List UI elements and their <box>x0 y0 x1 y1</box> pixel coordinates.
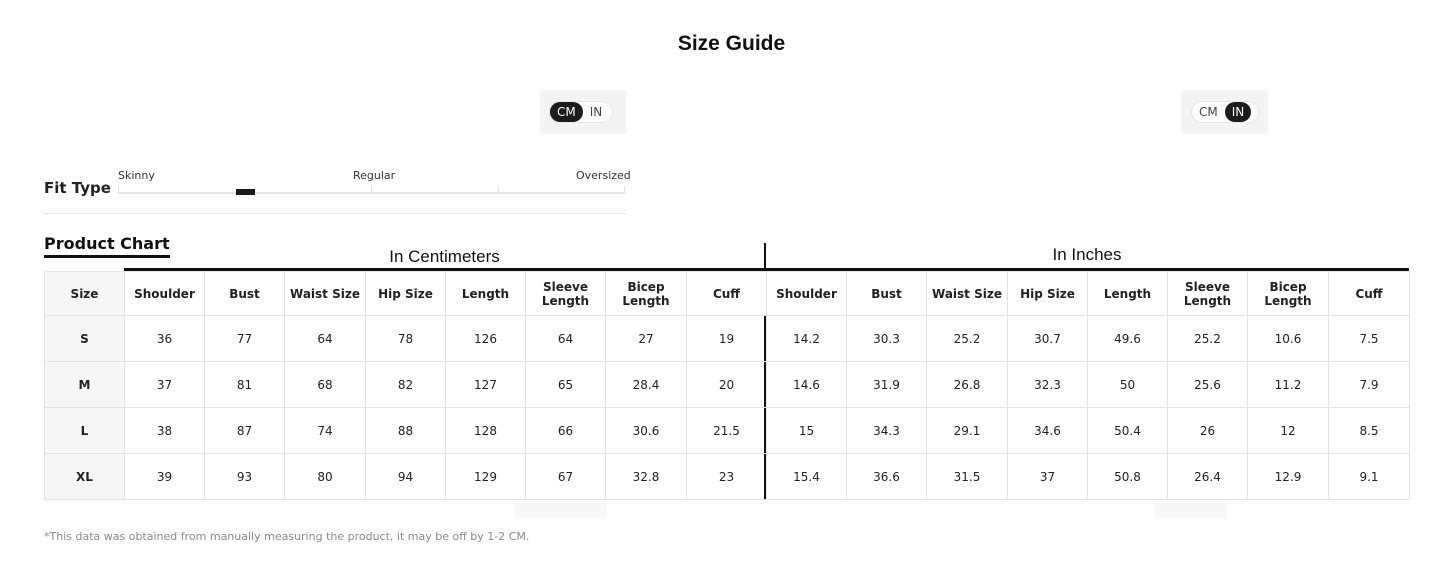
table-cell: 82 <box>366 362 446 408</box>
table-cell: 34.6 <box>1008 408 1088 454</box>
column-header: Length <box>1088 272 1168 316</box>
table-cell: 64 <box>526 316 606 362</box>
table-row <box>45 454 1410 500</box>
table-cell: 31.9 <box>847 362 927 408</box>
fit-option-skinny: Skinny <box>118 169 155 182</box>
column-header: Waist Size <box>285 272 366 316</box>
table-cell: 20 <box>687 362 767 408</box>
column-header: Shoulder <box>125 272 205 316</box>
unit-cm-button[interactable]: CM <box>1199 105 1218 119</box>
size-label-cell: L <box>45 408 125 454</box>
unit-in-button[interactable]: IN <box>1225 102 1252 122</box>
divider <box>44 213 626 214</box>
table-cell: 78 <box>366 316 446 362</box>
column-header: Bust <box>847 272 927 316</box>
table-cell: 19 <box>687 316 767 362</box>
table-row <box>45 316 1410 362</box>
table-cell: 81 <box>205 362 285 408</box>
table-cell: 65 <box>526 362 606 408</box>
table-cell: 7.5 <box>1329 316 1410 362</box>
unit-cm-button[interactable]: CM <box>550 102 583 122</box>
fit-scale-marker <box>236 189 255 195</box>
table-cell: 21.5 <box>687 408 767 454</box>
column-header: Bust <box>205 272 285 316</box>
unit-in-button[interactable]: IN <box>589 105 603 119</box>
table-cell: 26.4 <box>1168 454 1248 500</box>
table-cell: 7.9 <box>1329 362 1410 408</box>
fit-option-regular: Regular <box>353 169 396 182</box>
table-cell: 64 <box>285 316 366 362</box>
table-cell: 50 <box>1088 362 1168 408</box>
table-cell: 12.9 <box>1248 454 1329 500</box>
column-header: Waist Size <box>927 272 1008 316</box>
table-row <box>45 408 1410 454</box>
table-cell: 8.5 <box>1329 408 1410 454</box>
table-cell: 94 <box>366 454 446 500</box>
column-header: Sleeve Length <box>526 272 606 316</box>
column-header: Cuff <box>1329 272 1410 316</box>
table-cell: 26 <box>1168 408 1248 454</box>
fit-scale-tick <box>118 186 119 194</box>
table-header-row <box>45 272 1410 316</box>
table-cell: 14.6 <box>767 362 847 408</box>
table-cell: 38 <box>125 408 205 454</box>
table-cell: 93 <box>205 454 285 500</box>
table-cell: 36.6 <box>847 454 927 500</box>
table-cell: 25.2 <box>1168 316 1248 362</box>
table-cell: 9.1 <box>1329 454 1410 500</box>
column-header: Hip Size <box>1008 272 1088 316</box>
table-cell: 37 <box>1008 454 1088 500</box>
size-label-cell: XL <box>45 454 125 500</box>
table-cell: 129 <box>446 454 526 500</box>
table-cell: 34.3 <box>847 408 927 454</box>
table-cell: 126 <box>446 316 526 362</box>
column-header: Cuff <box>687 272 767 316</box>
table-cell: 27 <box>606 316 687 362</box>
decorative-shade <box>1155 503 1227 519</box>
column-header: Length <box>446 272 526 316</box>
table-cell: 67 <box>526 454 606 500</box>
table-cell: 31.5 <box>927 454 1008 500</box>
table-row <box>45 362 1410 408</box>
table-cell: 23 <box>687 454 767 500</box>
table-cell: 26.8 <box>927 362 1008 408</box>
table-cell: 30.3 <box>847 316 927 362</box>
table-cell: 28.4 <box>606 362 687 408</box>
table-cell: 25.2 <box>927 316 1008 362</box>
table-cell: 49.6 <box>1088 316 1168 362</box>
product-chart-heading: Product Chart <box>44 234 170 258</box>
table-cell: 88 <box>366 408 446 454</box>
table-cell: 30.7 <box>1008 316 1088 362</box>
table-cell: 80 <box>285 454 366 500</box>
fit-scale-tick <box>498 186 499 194</box>
table-cell: 10.6 <box>1248 316 1329 362</box>
decorative-shade <box>515 503 607 519</box>
table-cell: 68 <box>285 362 366 408</box>
table-cell: 30.6 <box>606 408 687 454</box>
table-cell: 25.6 <box>1168 362 1248 408</box>
table-cell: 50.4 <box>1088 408 1168 454</box>
table-cell: 77 <box>205 316 285 362</box>
table-cell: 39 <box>125 454 205 500</box>
column-header: Shoulder <box>767 272 847 316</box>
table-cell: 128 <box>446 408 526 454</box>
column-header: Bicep Length <box>1248 272 1329 316</box>
table-cell: 32.3 <box>1008 362 1088 408</box>
group-header-inches: In Inches <box>1052 245 1122 264</box>
unit-toggle-in-panel <box>1181 90 1268 134</box>
measurement-note: *This data was obtained from manually measuring the product, it may be off by 1-2 CM. <box>44 530 530 543</box>
table-cell: 29.1 <box>927 408 1008 454</box>
column-header: Hip Size <box>366 272 446 316</box>
column-header: Bicep Length <box>606 272 687 316</box>
table-cell: 127 <box>446 362 526 408</box>
table-cell: 66 <box>526 408 606 454</box>
column-header: Sleeve Length <box>1168 272 1248 316</box>
size-label-cell: S <box>45 316 125 362</box>
table-cell: 32.8 <box>606 454 687 500</box>
group-header-centimeters: In Centimeters <box>389 247 500 266</box>
table-body <box>45 316 1410 500</box>
table-cell: 87 <box>205 408 285 454</box>
page-title: Size Guide <box>677 32 786 55</box>
fit-scale-tick <box>371 186 372 194</box>
table-cell: 12 <box>1248 408 1329 454</box>
table-cell: 15 <box>767 408 847 454</box>
fit-type-label: Fit Type <box>44 179 111 197</box>
unit-toggle <box>1191 101 1259 123</box>
table-cell: 11.2 <box>1248 362 1329 408</box>
size-label-cell: M <box>45 362 125 408</box>
table-cell: 36 <box>125 316 205 362</box>
unit-toggle <box>549 101 613 123</box>
fit-scale-tick <box>624 186 625 194</box>
table-cell: 15.4 <box>767 454 847 500</box>
table-cell: 37 <box>125 362 205 408</box>
unit-toggle-cm-panel <box>540 90 626 134</box>
table-cell: 74 <box>285 408 366 454</box>
table-cell: 50.8 <box>1088 454 1168 500</box>
fit-option-oversized: Oversized <box>576 169 631 182</box>
size-table <box>44 271 1410 500</box>
column-header: Size <box>45 272 125 316</box>
table-cell: 14.2 <box>767 316 847 362</box>
